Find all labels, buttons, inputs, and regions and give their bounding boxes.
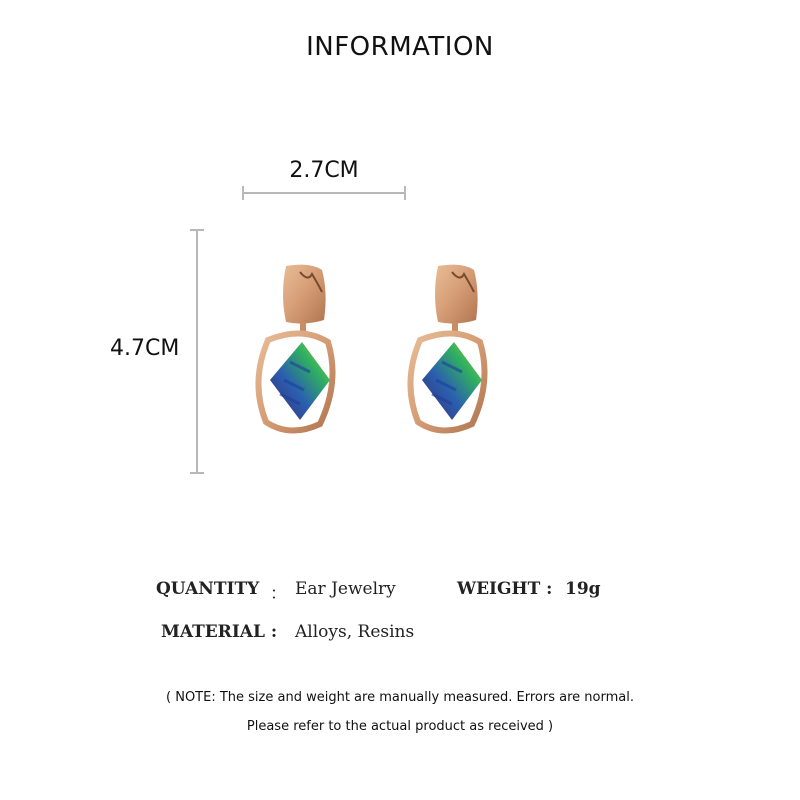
quantity-separator: ： [270,584,287,604]
material-label: MATERIAL : [161,622,278,642]
weight-value: 19g [565,579,601,599]
weight-label: WEIGHT : [457,579,553,599]
earring-right-image [392,262,492,442]
quantity-label: QUANTITY [156,579,260,599]
width-dimension-label: 2.7CM [289,158,359,183]
height-dimension-cap-bottom [190,472,204,474]
page-title: INFORMATION [306,32,494,62]
height-dimension-label: 4.7CM [110,336,180,361]
width-dimension-line [243,192,405,194]
width-dimension-cap-right [404,186,406,200]
quantity-value: Ear Jewelry [295,579,396,599]
material-value: Alloys, Resins [295,622,415,642]
note-line-2: Please refer to the actual product as received ) [246,719,554,734]
height-dimension-line [196,230,198,474]
height-dimension-cap-top [190,229,204,231]
note-line-1: ( NOTE: The size and weight are manually measured. Errors are normal. [166,690,634,705]
width-dimension-cap-left [242,186,244,200]
earring-left-image [240,262,340,442]
